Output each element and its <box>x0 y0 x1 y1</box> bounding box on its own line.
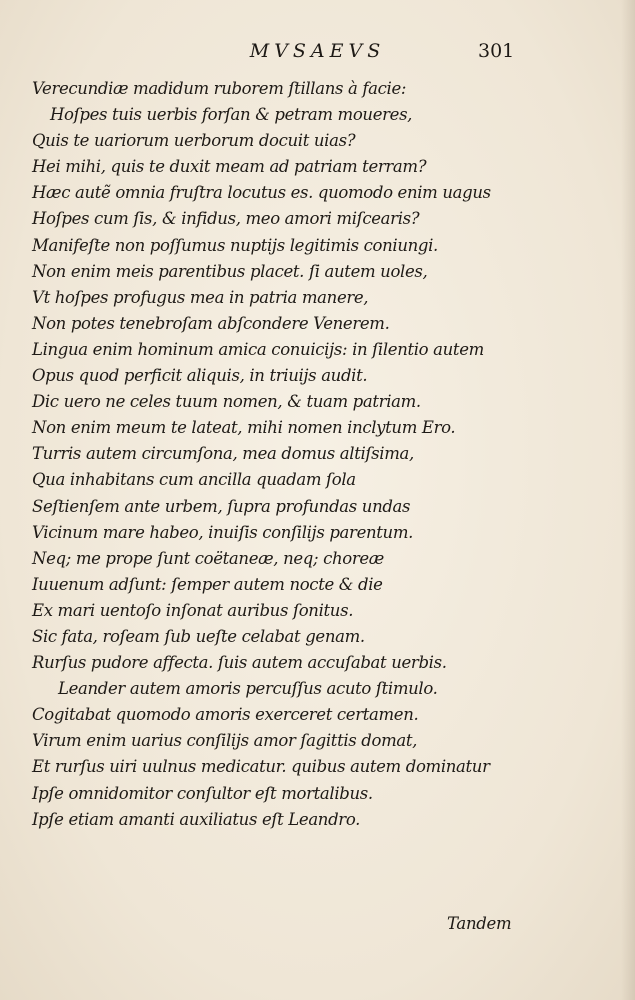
verse-line: Iuuenum adſunt: ſemper autem nocte & die <box>32 574 383 594</box>
verse-line: Dic uero ne celes tuum nomen, & tuam patriam. <box>32 392 421 412</box>
verse-line: Sic fata, roſeam ſub ueſte celabat genam. <box>32 626 365 646</box>
verse-line: Ipſe etiam amanti auxiliatus eſt Leandro. <box>32 809 361 829</box>
catchword: Tandem <box>447 914 512 933</box>
verse-line: Non potes tenebroſam abſcondere Venerem. <box>32 313 390 333</box>
verse-line: Rurſus pudore affecta. ſuis autem accuſabat uerbis. <box>32 653 447 673</box>
verse-line: Opus quod perficit aliquis, in triuijs audit. <box>32 366 368 386</box>
running-head <box>0 40 635 76</box>
verse-line: Turris autem circumſona, mea domus altiſsima, <box>32 444 414 464</box>
verse-line: Non enim meum te lateat, mihi nomen inclytum Ero. <box>32 418 456 438</box>
verse-line: Qua inhabitans cum ancilla quadam ſola <box>32 470 356 490</box>
verse-line: Leander autem amoris percuſſus acuto ſtimulo. <box>58 679 438 699</box>
verse-line: Hæc autẽ omnia fruſtra locutus es. quomodo enim uagus <box>32 183 491 203</box>
verse-line: Hoſpes cum ſis, & infidus, meo amori miſcearis? <box>32 209 420 229</box>
verse-line: Hei mihi, quis te duxit meam ad patriam terram? <box>32 157 427 177</box>
verse-line: Verecundiæ madidum ruborem ſtillans à facie: <box>32 79 407 98</box>
verse-line: Ex mari uentoſo inſonat auribus ſonitus. <box>32 600 354 620</box>
verse-line: Ipſe omnidomitor conſultor eſt mortalibus. <box>32 783 373 803</box>
verse-line: Quis te uariorum uerborum docuit uias? <box>32 131 356 151</box>
verse-line: Vt hoſpes profugus mea in patria manere, <box>32 287 369 307</box>
verse-line: Lingua enim hominum amica conuicijs: in ſilentio autem <box>32 339 484 359</box>
verse-line: Virum enim uarius conſilijs amor ſagittis domat, <box>32 731 418 751</box>
page-number: 301 <box>478 40 515 62</box>
verse-line: Non enim meis parentibus placet. ſi autem uoles, <box>32 261 428 281</box>
verse-text-block <box>0 76 635 833</box>
verse-line: Manifeſte non poſſumus nuptijs legitimis coniungi. <box>32 235 438 255</box>
verse-line: Neq; me prope ſunt coëtaneæ, neq; choreæ <box>32 548 384 568</box>
verse-line: Et rurſus uiri uulnus medicatur. quibus autem dominatur <box>32 757 490 777</box>
verse-line: Vicinum mare habeo, inuiſis conſilijs parentum. <box>32 522 414 542</box>
verse-line: Seſtienſem ante urbem, ſupra profundas undas <box>32 496 411 516</box>
verse-line: Hoſpes tuis uerbis forſan & petram moueres, <box>50 105 413 125</box>
verse-line: Cogitabat quomodo amoris exerceret certamen. <box>32 705 419 725</box>
running-head-title: MVSAEVS <box>249 40 386 62</box>
